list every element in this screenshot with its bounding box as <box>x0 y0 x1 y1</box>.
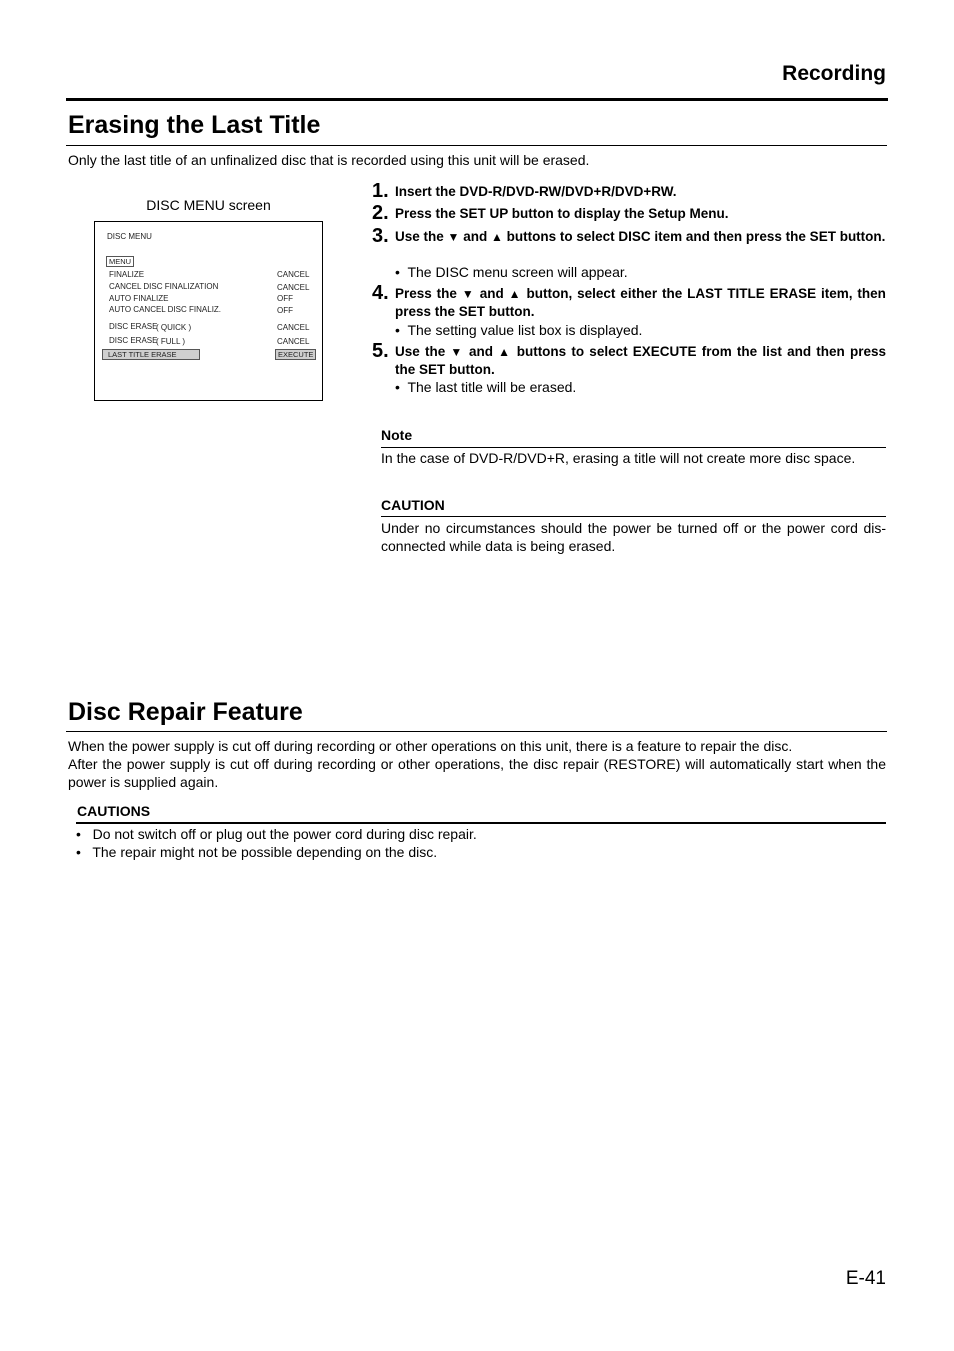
caution-rule <box>381 516 886 517</box>
down-arrow-icon: ▼ <box>450 345 464 359</box>
screen-row-value: OFF <box>277 306 293 315</box>
step-text <box>395 343 886 379</box>
screen-value-highlighted: EXECUTE <box>275 349 316 360</box>
caution-item <box>76 825 477 843</box>
cautions-rule <box>76 822 886 824</box>
repair-para-1: When the power supply is cut off during recording or other operations on this unit, there is a feature to repair the disc. <box>68 738 793 754</box>
section-title-repair: Disc Repair Feature <box>68 698 303 726</box>
screen-row-label: FINALIZE <box>109 270 145 279</box>
screen-menu-tab: MENU <box>106 256 134 267</box>
screen-row-label: CANCEL DISC FINALIZATION <box>109 282 219 291</box>
step-text-part: and <box>479 286 504 301</box>
step-subnote <box>395 378 576 396</box>
erase-intro: Only the last title of an unfinalized disc that is recorded using this unit will be erased. <box>68 152 590 168</box>
screen-row-highlighted: LAST TITLE ERASE <box>102 349 200 360</box>
chapter-heading: Recording <box>782 62 886 85</box>
caution-item <box>76 843 437 861</box>
step-text-part: Use the <box>395 229 444 244</box>
screen-heading: DISC MENU <box>107 232 152 241</box>
step-number: 5. <box>372 340 389 362</box>
step-4 <box>372 283 886 339</box>
step-2 <box>372 203 886 223</box>
screen-row-label: DISC ERASE <box>109 336 158 345</box>
step-text-part: buttons to select EXECUTE from the list and then press the SET button. <box>395 344 886 377</box>
step-number: 1. <box>372 180 389 202</box>
step-subnote <box>395 321 642 339</box>
step-text <box>395 285 886 321</box>
figure-caption: DISC MENU screen <box>146 197 271 213</box>
screen-row-mode: ( FULL ) <box>156 337 186 346</box>
step-subnote-text: The last title will be erased. <box>407 379 577 395</box>
step-text: Insert the DVD-R/DVD-RW/DVD+R/DVD+RW. <box>395 184 677 199</box>
screen-row-mode: ( QUICK ) <box>156 323 192 332</box>
step-text-part: and <box>463 229 488 244</box>
down-arrow-icon: ▼ <box>461 287 475 301</box>
screen-row-value: OFF <box>277 294 293 303</box>
up-arrow-icon: ▲ <box>490 230 503 244</box>
up-arrow-icon: ▲ <box>508 287 522 301</box>
note-rule <box>381 447 886 448</box>
caution-item-text: The repair might not be possible depending on the disc. <box>92 844 438 860</box>
note-heading: Note <box>381 427 413 443</box>
step-text-part: Press the <box>395 286 457 301</box>
bullet-icon: • <box>76 844 81 860</box>
screen-row-value: CANCEL <box>277 323 310 332</box>
step-text-part: Use the <box>395 344 446 359</box>
step-5 <box>372 341 886 397</box>
screen-row-label: AUTO FINALIZE <box>109 294 169 303</box>
section-title-erase: Erasing the Last Title <box>68 111 321 139</box>
down-arrow-icon: ▼ <box>447 230 460 244</box>
repair-para-2: After the power supply is cut off during recording or other operations, the disc repair (RESTORE) will automatically start when the power is supplied again. <box>68 756 886 790</box>
step-subnote-text: The setting value list box is displayed. <box>407 322 643 338</box>
chapter-rule <box>66 98 888 101</box>
step-subnote-text: The DISC menu screen will appear. <box>407 264 628 280</box>
screen-row-value: CANCEL <box>277 283 310 292</box>
up-arrow-icon: ▲ <box>498 345 512 359</box>
screen-row-value: CANCEL <box>277 270 310 279</box>
note-text: In the case of DVD-R/DVD+R, erasing a title will not create more disc space. <box>381 450 856 466</box>
caution-item-text: Do not switch off or plug out the power cord during disc repair. <box>92 826 477 842</box>
bullet-icon: • <box>395 322 400 338</box>
step-text-part: buttons to select DISC item and then press the SET button. <box>506 229 886 244</box>
step-number: 2. <box>372 202 389 224</box>
step-text-part: and <box>468 344 493 359</box>
caution-text: Under no circumstances should the power be turned off or the power cord dis-connected while data is being erased. <box>381 520 886 554</box>
step-number: 4. <box>372 282 389 304</box>
section-rule-erase <box>66 145 887 146</box>
section-rule-repair <box>66 731 887 732</box>
step-text: Press the SET UP button to display the Setup Menu. <box>395 206 729 221</box>
caution-heading: CAUTION <box>381 497 445 513</box>
disc-menu-screen <box>94 221 323 401</box>
bullet-icon: • <box>395 264 400 280</box>
screen-row-label: AUTO CANCEL DISC FINALIZ. <box>109 305 222 314</box>
step-number: 3. <box>372 225 389 247</box>
cautions-heading: CAUTIONS <box>77 803 151 819</box>
step-text <box>395 228 886 246</box>
bullet-icon: • <box>395 379 400 395</box>
page-number: E-41 <box>845 1268 886 1289</box>
screen-row-value: CANCEL <box>277 337 310 346</box>
step-1 <box>372 181 886 201</box>
step-3 <box>372 226 886 282</box>
screen-row-label: DISC ERASE <box>109 322 158 331</box>
step-text-part: button, select either the LAST TITLE ERASE item, then press the SET button. <box>395 286 886 319</box>
step-subnote <box>395 263 628 281</box>
bullet-icon: • <box>76 826 81 842</box>
